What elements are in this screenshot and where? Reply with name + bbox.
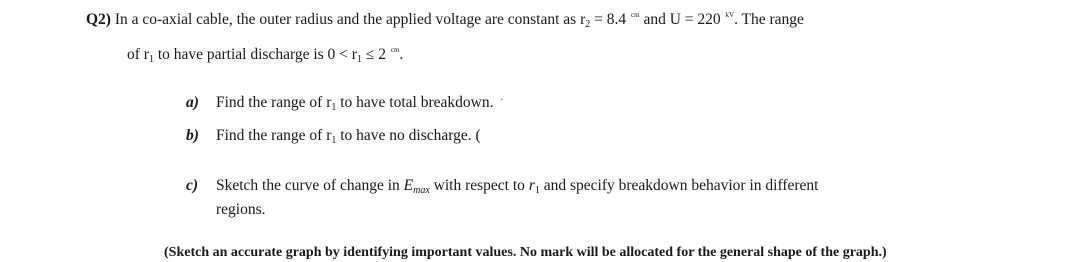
question-line1-tail: . The range bbox=[734, 11, 804, 28]
graph-note: (Sketch an accurate graph by identifying important values. No mark will be allocated for the general shape of the graph.) bbox=[164, 245, 887, 260]
item-a-lead: Find the range of r bbox=[216, 94, 332, 111]
question-text-lead: In a co-axial cable, the outer radius and the applied voltage are constant as r bbox=[114, 11, 586, 28]
item-b-label: b) bbox=[186, 127, 199, 144]
item-b-tail: to have no discharge. ( bbox=[336, 127, 481, 144]
line2-end: . bbox=[399, 46, 404, 63]
item-a-sub: 1 bbox=[331, 102, 337, 113]
subscript-2: 2 bbox=[585, 19, 591, 30]
item-c-r: r bbox=[528, 177, 535, 194]
line2-mid: to have partial discharge is 0 < r bbox=[153, 46, 357, 63]
item-c bbox=[186, 178, 818, 196]
item-c-tail: and specify breakdown behavior in different bbox=[539, 177, 819, 194]
item-b bbox=[186, 128, 481, 146]
question-line-1 bbox=[86, 12, 804, 30]
equals-8-4: = 8.4 bbox=[590, 11, 630, 28]
item-a-label: a) bbox=[186, 94, 199, 111]
item-c-line-2 bbox=[216, 202, 266, 218]
item-a-tail: to have total breakdown. bbox=[336, 94, 494, 111]
item-a bbox=[186, 95, 503, 113]
item-c-line2-text: regions. bbox=[216, 201, 266, 218]
item-c-r-sub: 1 bbox=[534, 185, 540, 196]
line2-le: ≤ 2 bbox=[361, 46, 390, 63]
item-c-mid: with respect to bbox=[429, 177, 529, 194]
item-c-label: c) bbox=[186, 177, 199, 194]
unit-cm-2: cm bbox=[390, 46, 400, 54]
subscript-1: 1 bbox=[148, 54, 154, 65]
item-b-sub: 1 bbox=[331, 135, 337, 146]
item-a-mark: ´ bbox=[499, 96, 504, 110]
unit-cm: cm bbox=[631, 11, 640, 19]
question-label: Q2) bbox=[86, 11, 111, 28]
item-b-lead: Find the range of r bbox=[216, 127, 332, 144]
question-line-2 bbox=[127, 47, 403, 65]
subscript-1b: 1 bbox=[356, 54, 362, 65]
and-u-equals: and U = 220 bbox=[639, 11, 725, 28]
unit-kv: kV bbox=[725, 11, 735, 19]
item-c-emax: E bbox=[403, 177, 414, 194]
item-c-emax-sub: max bbox=[413, 185, 430, 196]
item-c-lead: Sketch the curve of change in bbox=[216, 177, 404, 194]
line2-lead: of r bbox=[127, 46, 149, 63]
